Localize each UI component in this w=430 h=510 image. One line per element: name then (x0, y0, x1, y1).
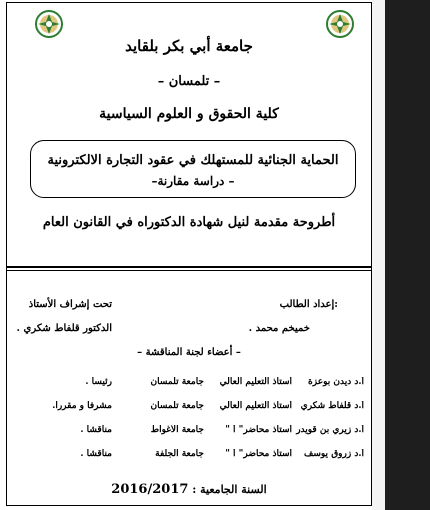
member-rank: أستاذ محاضر" أ " (225, 425, 292, 435)
member-name: أ.د ديدن بوعزة (308, 377, 364, 387)
academic-year-value: 2016/2017 (111, 482, 189, 497)
member-rank: أستاذ التعليم العالي (219, 377, 292, 387)
supervisor-label: تحت إشراف الأستاذ (28, 299, 112, 310)
member-role: مناقشا . (80, 449, 112, 459)
list-item (12, 394, 364, 418)
thesis-title-box (30, 140, 356, 198)
member-rank: أستاذ التعليم العالي (219, 401, 292, 411)
academic-year (6, 482, 372, 497)
list-item (12, 370, 364, 394)
list-item (12, 418, 364, 442)
member-role: مناقشا . (80, 425, 112, 435)
thesis-title: الحماية الجنائية للمستهلك في عقود التجارة الالكترونية (47, 153, 339, 168)
academic-year-label: السنة الجامعية : (192, 483, 267, 496)
student-name: خميخم محمد . (248, 323, 310, 334)
member-university: جامعة الجلفة (155, 449, 204, 459)
member-role: مشرفا و مقررا. (52, 401, 112, 411)
degree-line: أطروحة مقدمة لنيل شهادة الدكتوراه في القانون العام (42, 215, 336, 230)
thesis-subtitle: – دراسة مقارنة– (151, 174, 235, 188)
divider (6, 266, 372, 268)
university-emblem-icon (325, 9, 355, 39)
supervisor-name: الدكتور قلفاط شكري . (16, 323, 112, 334)
list-item (12, 442, 364, 466)
city-name: – تلمسان – (157, 74, 221, 89)
member-rank: أستاذ محاضر" أ " (225, 449, 292, 459)
member-university: جامعة تلمسان (150, 401, 204, 411)
divider (6, 270, 372, 271)
prepared-by-label: :إعداد الطالب (279, 299, 338, 310)
page-edge (372, 0, 385, 510)
committee-members-list (12, 370, 364, 466)
member-name: أ.د قلفاط شكري (300, 401, 364, 411)
member-role: رئيسا . (85, 377, 112, 387)
university-emblem-icon (34, 9, 64, 39)
member-university: جامعة تلمسان (150, 377, 204, 387)
member-university: جامعة الأغواط (150, 425, 204, 435)
dark-margin (385, 0, 430, 510)
faculty-name: كلية الحقوق و العلوم السياسية (99, 106, 279, 122)
university-name: جامعة أبي بكر بلقايد (125, 37, 253, 55)
member-name: أ.د زيري بن قويدر (296, 425, 364, 435)
member-name: أ.د زروق يوسف (304, 449, 364, 459)
committee-title: – أعضاء لجنة المناقشة – (137, 347, 241, 358)
